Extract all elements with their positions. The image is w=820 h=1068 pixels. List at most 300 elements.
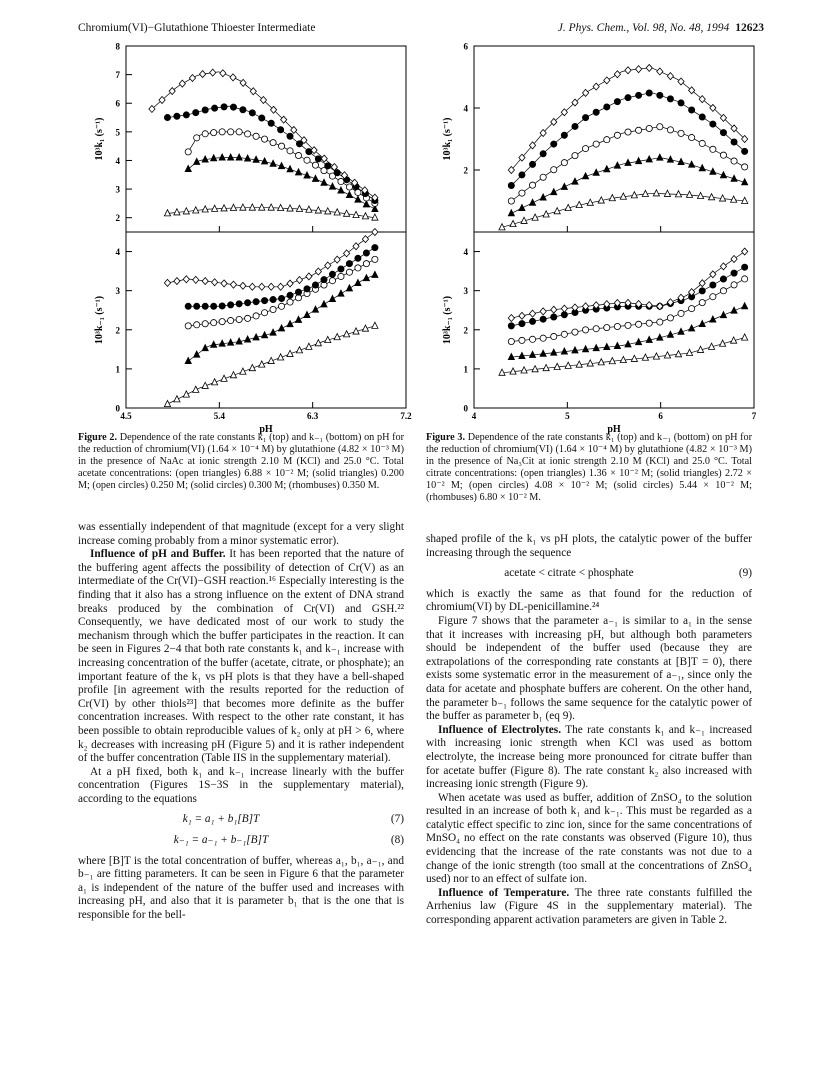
data-point-solid-circle — [334, 170, 340, 176]
data-point-open-triangle — [287, 205, 293, 211]
data-point-open-triangle — [259, 204, 265, 210]
data-point-open-circle — [561, 160, 567, 166]
data-point-solid-triangle — [572, 178, 578, 184]
data-point-solid-triangle — [508, 353, 514, 359]
data-point-open-circle — [572, 153, 578, 159]
data-point-solid-circle — [731, 139, 737, 145]
data-point-rhombus — [159, 97, 165, 104]
data-point-open-circle — [329, 278, 335, 284]
data-point-solid-circle — [551, 141, 557, 147]
data-point-open-circle — [646, 125, 652, 131]
data-point-rhombus — [268, 283, 274, 290]
data-point-open-triangle — [598, 359, 604, 365]
data-point-rhombus — [742, 248, 748, 255]
data-point-solid-triangle — [194, 158, 200, 164]
data-point-solid-circle — [561, 132, 567, 138]
data-point-open-circle — [551, 333, 557, 339]
data-point-solid-circle — [259, 115, 265, 121]
equation-expression: acetate < citrate < phosphate — [504, 567, 634, 580]
x-tick-label: 5.4 — [213, 411, 225, 421]
equation-expression: k₋₁ = a₋₁ + b₋₁[B]T — [173, 834, 269, 847]
data-point-open-circle — [355, 189, 361, 195]
data-point-open-circle — [678, 310, 684, 316]
data-point-solid-circle — [699, 288, 705, 294]
section-heading: Influence of Temperature. — [438, 886, 570, 899]
data-point-solid-circle — [185, 303, 191, 309]
y-tick-label: 0 — [463, 403, 468, 414]
equation-expression: k₁ = a₁ + b₁[B]T — [182, 813, 260, 826]
data-point-rhombus — [551, 306, 557, 313]
data-point-open-circle — [604, 325, 610, 331]
data-point-open-circle — [689, 134, 695, 140]
data-point-solid-circle — [710, 121, 716, 127]
data-point-rhombus — [372, 229, 378, 236]
data-point-open-circle — [363, 261, 369, 267]
data-point-rhombus — [259, 283, 265, 290]
data-point-solid-circle — [321, 277, 327, 283]
fit-curve — [502, 338, 745, 373]
data-point-solid-triangle — [551, 349, 557, 355]
data-point-solid-triangle — [321, 301, 327, 307]
paragraph-text: The three rate constants fulfilled the Arrhenius law (Figure 4S in the supplementary material). The corresponding apparent activation parameters are given in Table 2. — [426, 886, 752, 927]
data-point-rhombus — [149, 105, 155, 112]
data-point-open-triangle — [193, 207, 199, 213]
x-tick-label: 4.5 — [120, 411, 132, 421]
data-point-open-triangle — [653, 190, 659, 196]
data-point-rhombus — [278, 283, 284, 290]
data-point-open-circle — [720, 152, 726, 158]
data-point-solid-triangle — [228, 154, 234, 160]
data-point-solid-triangle — [363, 201, 369, 207]
y-tick-label: 2 — [463, 325, 468, 336]
data-point-open-circle — [346, 184, 352, 190]
data-point-rhombus — [164, 279, 170, 286]
x-tick-label: 6.3 — [307, 411, 319, 421]
data-series — [164, 104, 378, 204]
data-point-rhombus — [230, 74, 236, 81]
data-point-open-circle — [304, 157, 310, 163]
data-point-open-circle — [508, 198, 514, 204]
data-point-open-triangle — [653, 353, 659, 359]
data-point-rhombus — [699, 96, 705, 103]
data-point-solid-circle — [338, 266, 344, 272]
data-point-rhombus — [296, 277, 302, 284]
data-point-solid-triangle — [561, 183, 567, 189]
y-tick-label: 2 — [115, 325, 120, 336]
data-point-open-circle — [211, 130, 217, 136]
figure-3 — [426, 40, 757, 435]
data-point-rhombus — [334, 256, 340, 263]
data-point-rhombus — [169, 88, 175, 95]
data-point-solid-triangle — [355, 279, 361, 285]
data-point-solid-circle — [193, 109, 199, 115]
data-point-open-circle — [219, 319, 225, 325]
data-point-rhombus — [353, 243, 359, 250]
data-point-solid-circle — [582, 115, 588, 121]
data-point-solid-circle — [219, 303, 225, 309]
data-point-rhombus — [287, 280, 293, 287]
data-point-solid-circle — [372, 245, 378, 251]
data-series — [164, 229, 378, 291]
data-point-open-circle — [245, 131, 251, 137]
x-tick-label: 7 — [751, 411, 757, 421]
data-point-solid-triangle — [657, 154, 663, 160]
data-point-rhombus — [710, 104, 716, 111]
data-point-open-circle — [338, 273, 344, 279]
fit-curve — [511, 158, 744, 213]
data-point-solid-triangle — [529, 351, 535, 357]
data-point-open-triangle — [325, 208, 331, 214]
equation-number: (7) — [390, 813, 404, 826]
data-point-open-circle — [742, 276, 748, 282]
data-point-solid-triangle — [519, 204, 525, 210]
data-point-open-triangle — [708, 194, 714, 200]
data-point-open-triangle — [372, 322, 378, 328]
data-point-open-circle — [731, 282, 737, 288]
data-point-rhombus — [614, 71, 620, 78]
data-point-rhombus — [699, 280, 705, 287]
data-point-rhombus — [362, 236, 368, 243]
data-point-open-circle — [604, 137, 610, 143]
data-point-open-circle — [261, 136, 267, 142]
data-point-solid-circle — [278, 127, 284, 133]
data-point-open-circle — [636, 321, 642, 327]
data-point-solid-circle — [625, 95, 631, 101]
data-point-solid-circle — [529, 161, 535, 167]
data-point-open-triangle — [686, 191, 692, 197]
data-point-solid-circle — [508, 323, 514, 329]
data-point-open-triangle — [675, 191, 681, 197]
data-point-solid-circle — [174, 113, 180, 119]
section-heading: Influence of pH and Buffer. — [90, 548, 226, 561]
y-axis-label: 10³k₁ (s⁻¹) — [94, 117, 105, 161]
page-number: 12623 — [735, 22, 764, 34]
data-point-rhombus — [325, 262, 331, 269]
data-point-solid-circle — [194, 303, 200, 309]
data-point-open-circle — [185, 149, 191, 155]
data-point-open-circle — [710, 146, 716, 152]
data-point-solid-circle — [742, 148, 748, 154]
data-point-open-circle — [261, 310, 267, 316]
journal-citation: J. Phys. Chem., Vol. 98, No. 48, 1994 — [557, 22, 730, 34]
y-tick-label: 2 — [463, 165, 468, 176]
data-point-solid-circle — [529, 318, 535, 324]
data-point-rhombus — [174, 278, 180, 285]
paragraph-electrolytes — [426, 724, 752, 792]
data-point-solid-triangle — [372, 271, 378, 277]
data-point-solid-circle — [540, 151, 546, 157]
equation-9 — [426, 567, 752, 581]
data-point-rhombus — [230, 281, 236, 288]
data-point-solid-circle — [306, 149, 312, 155]
y-tick-label: 5 — [115, 127, 120, 138]
section-heading: Influence of Electrolytes. — [438, 723, 562, 736]
data-point-open-circle — [657, 124, 663, 130]
data-point-open-triangle — [609, 358, 615, 364]
data-point-open-circle — [202, 131, 208, 137]
y-axis-label: 10³k₋₁ (s⁻¹) — [442, 295, 453, 345]
data-point-solid-circle — [183, 112, 189, 118]
data-point-solid-circle — [657, 92, 663, 98]
paragraph: At a pH fixed, both k₁ and k₋₁ increase linearly with the buffer concentration (Figures 1S−3S in the supplementary material), according to the equations — [78, 765, 404, 805]
data-point-solid-circle — [202, 107, 208, 113]
data-point-open-triangle — [202, 206, 208, 212]
data-point-solid-circle — [678, 100, 684, 106]
data-point-open-circle — [529, 336, 535, 342]
data-point-open-triangle — [183, 208, 189, 214]
fit-curve — [511, 279, 744, 342]
y-tick-label: 2 — [115, 213, 120, 224]
data-point-open-circle — [346, 269, 352, 275]
figure-3-caption-text: Dependence of the rate constants k₁ (top) and k₋₁ (bottom) on pH for the reduction of chromium(VI) (1.64 × 10⁻⁴ M) by glutathione (4.82 × 10⁻³ M) in the presence of Na₃Cit at ionic strength 2.10 M (KCl) and 25.0 °C. Total citrate concentrations: (open triangles) 1.36 × 10⁻² M; (solid triangles) 2.72 × 10⁻² M; (open circles) 4.08 × 10⁻² M; (solid circles) 5.44 × 10⁻² M; (rhombuses) 6.80 × 10⁻² M. — [426, 432, 753, 503]
data-point-rhombus — [189, 74, 195, 81]
y-tick-label: 3 — [463, 286, 468, 297]
data-point-solid-triangle — [338, 290, 344, 296]
data-point-open-triangle — [174, 209, 180, 215]
data-point-solid-triangle — [355, 196, 361, 202]
data-point-solid-circle — [211, 303, 217, 309]
figure-3-caption — [426, 432, 752, 504]
data-point-rhombus — [212, 279, 218, 286]
data-point-solid-circle — [329, 271, 335, 277]
data-point-open-circle — [710, 294, 716, 300]
data-point-rhombus — [593, 83, 599, 90]
data-point-solid-circle — [540, 316, 546, 322]
data-point-open-circle — [540, 335, 546, 341]
data-point-solid-circle — [720, 130, 726, 136]
data-point-open-triangle — [306, 206, 312, 212]
data-point-open-triangle — [565, 362, 571, 368]
data-point-open-circle — [582, 145, 588, 151]
data-point-open-circle — [657, 319, 663, 325]
data-point-rhombus — [561, 305, 567, 312]
fit-curve — [168, 232, 375, 287]
equation-8 — [78, 834, 404, 848]
x-tick-label: 5 — [565, 411, 570, 421]
data-point-solid-circle — [646, 90, 652, 96]
data-point-open-triangle — [174, 396, 180, 402]
data-point-open-circle — [572, 329, 578, 335]
data-point-open-triangle — [315, 207, 321, 213]
data-point-rhombus — [657, 68, 663, 75]
data-point-open-circle — [355, 265, 361, 271]
data-point-rhombus — [240, 282, 246, 289]
data-point-rhombus — [720, 263, 726, 270]
y-tick-label: 1 — [463, 364, 468, 375]
data-point-open-triangle — [631, 355, 637, 361]
data-point-open-circle — [582, 327, 588, 333]
data-point-open-circle — [678, 130, 684, 136]
data-point-rhombus — [210, 69, 216, 76]
data-point-open-circle — [278, 143, 284, 149]
data-point-solid-circle — [731, 270, 737, 276]
data-point-rhombus — [221, 280, 227, 287]
data-point-rhombus — [508, 315, 514, 322]
data-point-open-triangle — [296, 205, 302, 211]
right-column — [426, 533, 752, 928]
data-point-open-triangle — [554, 363, 560, 369]
data-point-solid-circle — [287, 133, 293, 139]
data-point-open-triangle — [240, 204, 246, 210]
data-point-solid-circle — [699, 114, 705, 120]
data-point-solid-triangle — [236, 154, 242, 160]
data-point-open-triangle — [164, 400, 170, 406]
data-point-open-circle — [540, 174, 546, 180]
data-point-open-circle — [228, 317, 234, 323]
data-point-open-circle — [236, 316, 242, 322]
data-point-solid-triangle — [561, 348, 567, 354]
data-point-solid-triangle — [321, 179, 327, 185]
data-point-rhombus — [179, 80, 185, 87]
equation-number: (8) — [390, 834, 404, 847]
data-point-solid-circle — [236, 301, 242, 307]
data-point-open-triangle — [620, 356, 626, 362]
data-point-solid-circle — [164, 114, 170, 120]
x-axis-label: pH — [259, 424, 273, 435]
data-point-solid-triangle — [582, 346, 588, 352]
data-point-open-circle — [295, 152, 301, 158]
data-point-solid-circle — [268, 120, 274, 126]
data-series — [164, 204, 378, 220]
data-point-rhombus — [636, 66, 642, 73]
data-point-open-circle — [646, 320, 652, 326]
data-point-open-triangle — [664, 190, 670, 196]
data-point-solid-triangle — [287, 321, 293, 327]
data-point-solid-triangle — [614, 342, 620, 348]
data-point-solid-circle — [572, 123, 578, 129]
data-point-open-circle — [625, 129, 631, 135]
data-point-solid-circle — [355, 255, 361, 261]
data-point-rhombus — [519, 312, 525, 319]
y-axis-label: 10³k₋₁ (s⁻¹) — [94, 295, 105, 345]
data-point-open-triangle — [183, 391, 189, 397]
data-point-open-circle — [742, 164, 748, 170]
y-tick-label: 4 — [463, 247, 468, 258]
data-point-solid-circle — [278, 295, 284, 301]
y-tick-label: 3 — [115, 184, 120, 195]
data-point-open-triangle — [532, 366, 538, 372]
data-point-open-circle — [194, 135, 200, 141]
data-series — [185, 154, 378, 212]
paragraph-ph-buffer — [78, 548, 404, 766]
data-point-solid-circle — [249, 110, 255, 116]
data-point-solid-triangle — [604, 343, 610, 349]
y-tick-label: 1 — [115, 364, 120, 375]
paragraph: where [B]T is the total concentration of buffer, whereas a₁, b₁, a₋₁, and b₋₁ are fitting parameters. It can be seen in Figure 6 that the parameter a₁ is independent of the nature of the buffer used and increases with increasing pH, and also that it is parameter b₁ that is the one that is responsible for the bell- — [78, 854, 404, 922]
data-point-open-circle — [211, 320, 217, 326]
data-point-rhombus — [220, 70, 226, 77]
paragraph-text: The rate constants k₁ and k₋₁ increased with increasing ionic strength when KCl was used as bottom electrolyte, the increase being more pronounced for citrate buffer than for acetate buffer (Figure 8). The rate constant k₂ also increased with increasing ionic strength (Figure 9). — [426, 723, 753, 791]
data-point-solid-triangle — [346, 191, 352, 197]
data-point-open-circle — [593, 141, 599, 147]
data-point-solid-triangle — [278, 325, 284, 331]
data-point-solid-circle — [346, 261, 352, 267]
data-point-open-triangle — [193, 386, 199, 392]
data-point-rhombus — [306, 273, 312, 280]
data-point-solid-circle — [245, 300, 251, 306]
data-point-solid-circle — [519, 321, 525, 327]
plot-frame — [474, 46, 754, 232]
data-point-solid-triangle — [338, 187, 344, 193]
data-point-open-circle — [228, 129, 234, 135]
data-point-open-circle — [636, 127, 642, 133]
data-point-open-circle — [689, 305, 695, 311]
y-tick-label: 6 — [115, 98, 120, 109]
data-point-rhombus — [540, 308, 546, 315]
data-point-rhombus — [529, 310, 535, 317]
data-point-solid-circle — [667, 96, 673, 102]
data-point-solid-circle — [710, 282, 716, 288]
data-point-solid-circle — [614, 99, 620, 105]
data-point-open-triangle — [268, 204, 274, 210]
data-point-rhombus — [344, 250, 350, 257]
data-point-open-circle — [593, 326, 599, 332]
data-point-open-triangle — [499, 369, 505, 375]
figure-2-caption — [78, 432, 404, 492]
data-point-solid-circle — [212, 105, 218, 111]
data-point-open-triangle — [731, 196, 737, 202]
plot-frame — [126, 232, 406, 408]
data-point-solid-triangle — [329, 183, 335, 189]
figure-2-caption-text: Dependence of the rate constants k₁ (top) and k₋₁ (bottom) on pH for the reduction of chromium(VI) (1.64 × 10⁻⁴ M) by glutathione (4.82 × 10⁻³ M) in the presence of NaAc at ionic strength 2.10 M (KCl) and 25.0 °C. Total acetate concentrations: (open triangles) 6.88 × 10⁻² M; (solid triangles) 0.200 M; (open circles) 0.250 M; (solid circles) 0.300 M; (rhombuses) 0.350 M. — [78, 432, 405, 491]
data-point-open-triangle — [543, 364, 549, 370]
data-point-rhombus — [625, 67, 631, 74]
data-point-open-circle — [614, 132, 620, 138]
data-point-open-circle — [529, 182, 535, 188]
paragraph: When acetate was used as buffer, addition of ZnSO₄ to the solution resulted in an increase of both k₁ and k₋₁. This must be regarded as a catalytic effect specific to zinc ion, since for the same concentrations of MnSO₄ no effect on the rate constants was observed (Figure 10), thus evidencing that the increase of the rate constants was not due to a change of the ionic strength (too small at the concentrations of ZnSO₄ used) nor to an effect of sulfate ion. — [426, 791, 752, 886]
data-point-open-circle — [278, 303, 284, 309]
data-point-solid-circle — [363, 250, 369, 256]
data-point-open-triangle — [587, 360, 593, 366]
equation-number: (9) — [738, 567, 752, 580]
data-point-solid-circle — [508, 182, 514, 188]
y-axis-label: 10³k₁ (s⁻¹) — [442, 117, 453, 161]
data-point-open-triangle — [664, 352, 670, 358]
equation-7 — [78, 813, 404, 827]
data-point-solid-circle — [636, 92, 642, 98]
data-point-solid-circle — [270, 296, 276, 302]
data-point-open-circle — [270, 306, 276, 312]
data-point-solid-circle — [261, 298, 267, 304]
data-point-open-circle — [519, 337, 525, 343]
data-point-solid-circle — [689, 107, 695, 113]
data-point-rhombus — [199, 71, 205, 78]
data-point-solid-triangle — [194, 351, 200, 357]
data-point-open-circle — [667, 127, 673, 133]
data-point-open-triangle — [742, 334, 748, 340]
data-point-solid-triangle — [540, 350, 546, 356]
data-point-open-triangle — [221, 205, 227, 211]
data-point-solid-circle — [221, 104, 227, 110]
data-point-open-circle — [699, 140, 705, 146]
data-point-rhombus — [321, 155, 327, 162]
data-point-solid-circle — [287, 292, 293, 298]
data-point-open-circle — [561, 331, 567, 337]
data-point-open-circle — [253, 133, 259, 139]
data-point-solid-triangle — [304, 311, 310, 317]
data-point-rhombus — [689, 87, 695, 94]
y-tick-label: 4 — [115, 247, 120, 258]
data-point-solid-circle — [304, 286, 310, 292]
figure-2-caption-label: Figure 2. — [78, 432, 118, 443]
data-point-open-circle — [295, 295, 301, 301]
data-point-open-circle — [219, 129, 225, 135]
data-point-open-circle — [312, 162, 318, 168]
data-point-open-circle — [667, 315, 673, 321]
data-point-open-circle — [236, 129, 242, 135]
left-column — [78, 521, 404, 923]
data-point-solid-triangle — [185, 357, 191, 363]
